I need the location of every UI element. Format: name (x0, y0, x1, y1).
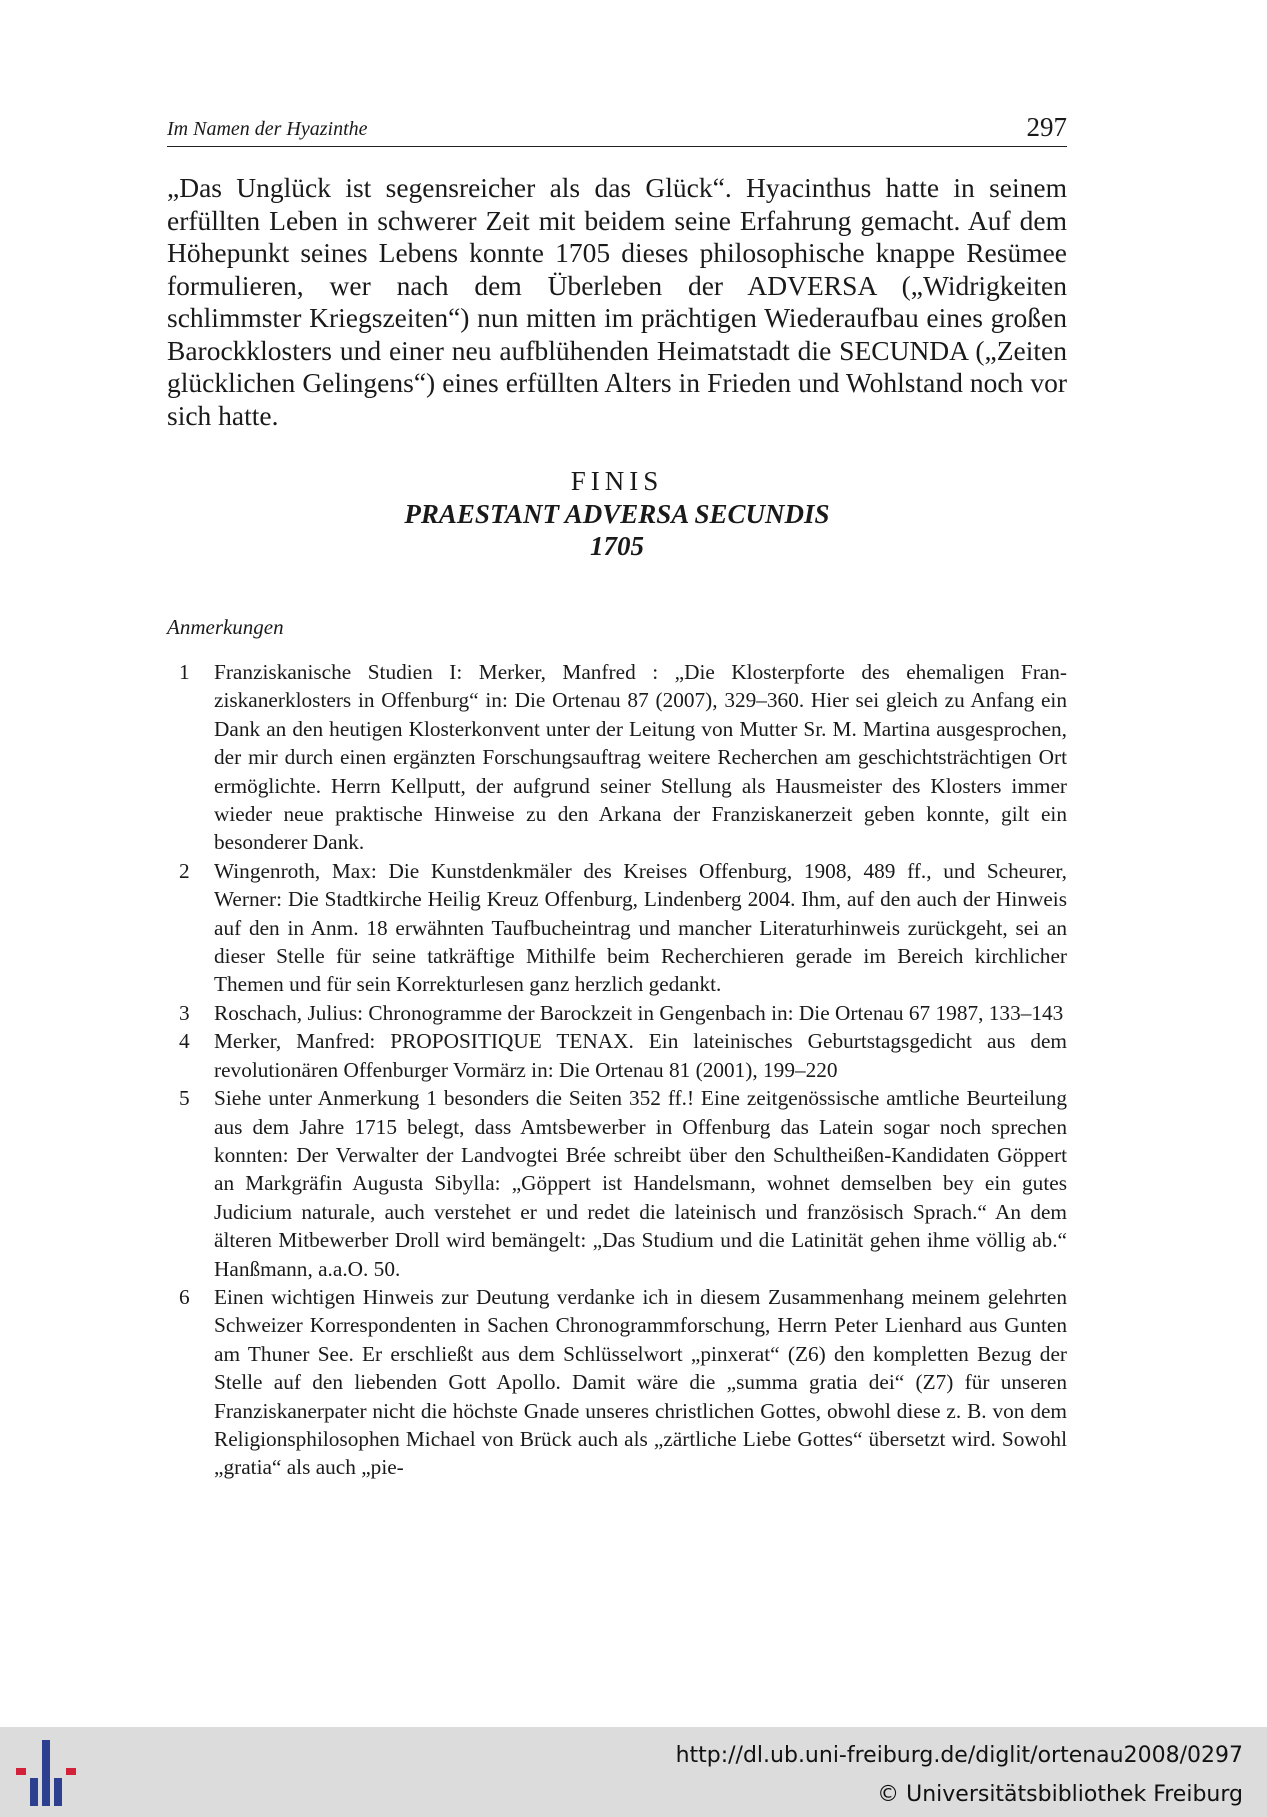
source-url-link[interactable]: http://dl.ub.uni-freiburg.de/diglit/ortenau2008/0297 (675, 1743, 1243, 1768)
note-number: 6 (179, 1284, 190, 1309)
body-paragraph: „Das Unglück ist segensreicher als das Glück“. Hyacinthus hatte in seinem erfüllten Leben in schwerer Zeit mit beidem seine Erfahrung gemacht. Auf dem Höhepunkt seines Lebens konnte 1705 dieses philosophische knappe Resümee formulieren, wer nach dem Überleben der ADVERSA („Widrigkeiten schlimmster Kriegszeiten“) nun mitten im prächtigen Wiederaufbau eines großen Barockklosters und einer neu aufblühenden Heimatstadt die SECUNDA („Zeiten glücklichen Gelingens“) eines erfüllten Alters in Frieden und Wohlstand noch vor sich hatte. (167, 172, 1067, 431)
page-number: 297 (1026, 112, 1067, 142)
note-text: Franziskanische Studien I: Merker, Manfred : „Die Klosterpforte des ehemaligen Franziskanerklosters in Offenburg“ in: Die Ortenau 87 (2007), 329–360. Hier sei gleich zu Anfang ein Dank an den heutigen Klosterkonvent unter der Leitung von Mutter Sr. M. Martina ausgesprochen, der mir durch einen ergänzten Forschungsauftrag weitere Recherchen am geschichtsträchtigen Ort ermöglichte. Herrn Kellputt, der aufgrund seiner Stellung als Hausmeister des Klosters immer wieder neue praktische Hinweise zu den Arkana der Franziskanerzeit geben konnte, gilt ein besonderer Dank. (214, 660, 1067, 855)
note-number: 1 (179, 660, 190, 684)
note-text: Wingenroth, Max: Die Kunstdenkmäler des Kreises Offenburg, 1908, 489 ff., und Scheurer, Werner: Die Stadtkirche Heilig Kreuz Offenburg, Lindenberg 2004. Ihm, auf den auch der Hinweis auf den in Anm. 18 erwähnten Taufbucheintrag und mancher Literaturhinweis zurückgeht, sei an dieser Stelle für seine tatkräftige Mithilfe beim Recherchieren gerade im Bereich kirchlicher Themen und für sein Korrekturlesen ganz herzlich gedankt. (214, 858, 1067, 997)
note-item (167, 1027, 1067, 1084)
ub-freiburg-logo-icon (16, 1740, 76, 1806)
closing-year: 1705 (590, 531, 644, 561)
finis-heading: FINIS (570, 466, 664, 496)
footer-bar (0, 1727, 1267, 1817)
logo-bar-red-right (66, 1768, 76, 1775)
note-item (167, 999, 1067, 1027)
note-number: 3 (179, 1000, 190, 1025)
note-number: 5 (179, 1086, 190, 1111)
note-item (167, 1283, 1067, 1482)
note-item (167, 857, 1067, 999)
note-number: 2 (179, 858, 190, 883)
motto: PRAESTANT ADVERSA SECUNDIS (404, 499, 830, 529)
note-text: Merker, Manfred: PROPOSITIQUE TENAX. Ein lateinisches Geburtstagsgedicht aus dem revolutionären Offenburger Vormärz in: Die Ortenau 81 (2001), 199–220 (214, 1029, 1067, 1082)
notes-heading: Anmerkungen (167, 615, 284, 639)
notes-list (167, 658, 1067, 1482)
logo-bar-blue-right (54, 1778, 62, 1806)
note-text: Siehe unter Anmerkung 1 besonders die Seiten 352 ff.! Eine zeitgenössische amtliche Beurteilung aus dem Jahre 1715 belegt, dass Amtsbewerber in Offenburg das Latein sogar noch sprechen konnten: Der Verwalter der Landvogtei Brée schreibt über den Schultheißen-Kandidaten Göppert an Markgräfin Augusta Sibylla: „Göppert ist Handelsmann, wohnet demselben bey ein gutes Judicium naturale, auch verstehet er und redet die lateinisch und französisch Sprach.“ An dem älteren Mitbewerber Droll wird bemängelt: „Das Studium und die Latinität gehen ihme völlig ab.“ Hanßmann, a.a.O. 50. (214, 1086, 1067, 1281)
note-text: Roschach, Julius: Chronogramme der Barockzeit in Gengenbach in: Die Ortenau 67 1987, 133–143 (214, 1000, 1064, 1025)
logo-bar-blue-left (30, 1778, 38, 1806)
note-item (167, 1084, 1067, 1283)
closing-block (167, 464, 1067, 562)
note-item (167, 658, 1067, 857)
note-number: 4 (179, 1029, 190, 1054)
copyright-text: © Universitätsbibliothek Freiburg (877, 1782, 1243, 1807)
running-header (167, 110, 1067, 147)
note-text: Einen wichtigen Hinweis zur Deutung verdanke ich in diesem Zusammenhang meinem gelehrten Schweizer Korrespondenten in Sachen Chronogrammforschung, Herrn Peter Lienhard aus Gunten am Thuner See. Er erschließt aus dem Schlüsselwort „pinxerat“ (Z6) den kompletten Bezug der Stelle auf den liebenden Gott Apollo. Damit wäre die „summa gratia dei“ (Z7) für unseren Franziskanerpater nicht die höchste Gnade unseres christlichen Gottes, obwohl diese z. B. von dem Religionsphilosophen Michael von Brück auch als „zärtliche Liebe Gottes“ übersetzt wird. Sowohl „gratia“ als auch „pie- (214, 1284, 1067, 1480)
running-title: Im Namen der Hyazinthe (167, 118, 368, 140)
logo-bar-blue-center (42, 1740, 50, 1806)
logo-bar-red-left (16, 1768, 26, 1775)
